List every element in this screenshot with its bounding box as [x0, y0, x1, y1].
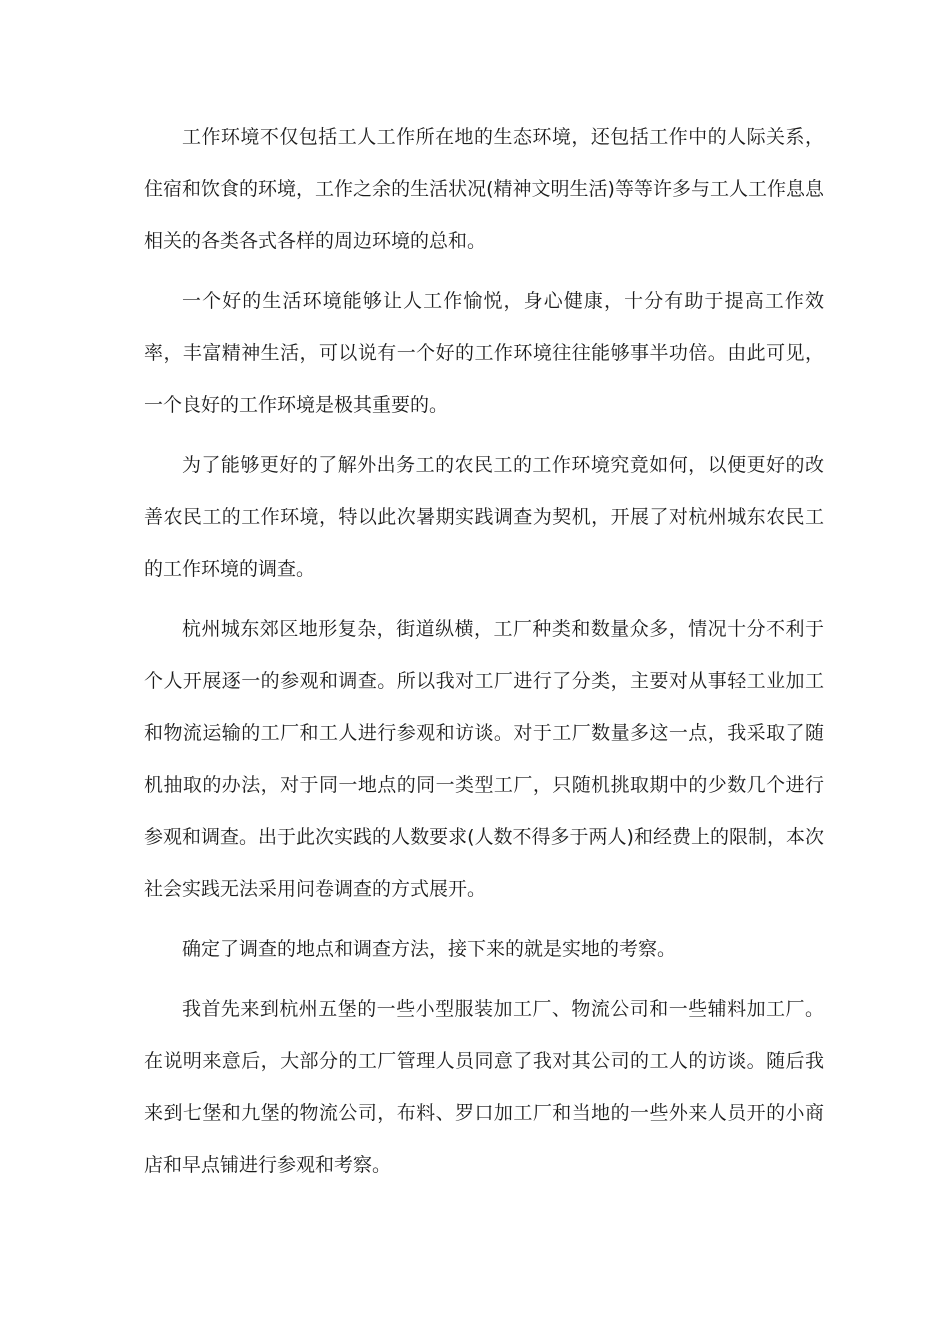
paragraph-4: 杭州城东郊区地形复杂，街道纵横，工厂种类和数量众多，情况十分不利于个人开展逐一的参观和调查。所以我对工厂进行了分类，主要对从事轻工业加工和物流运输的工厂和工人进行参观和访谈。对于工厂数量多这一点，我采取了随机抽取的办法，对于同一地点的同一类型工厂，只随机挑取期中的少数几个进行参观和调查。出于此次实践的人数要求(人数不得多于两人)和经费上的限制，本次社会实践无法采用问卷调查的方式展开。	[144, 618, 824, 900]
paragraph-3: 为了能够更好的了解外出务工的农民工的工作环境究竟如何，以便更好的改善农民工的工作环境，特以此次暑期实践调查为契机，开展了对杭州城东农民工的工作环境的调查。	[144, 454, 824, 580]
paragraph-6: 我首先来到杭州五堡的一些小型服装加工厂、物流公司和一些辅料加工厂。在说明来意后，大部分的工厂管理人员同意了我对其公司的工人的访谈。随后我来到七堡和九堡的物流公司，布料、罗口加工厂和当地的一些外来人员开的小商店和早点铺进行参观和考察。	[144, 998, 824, 1176]
paragraph-2: 一个好的生活环境能够让人工作愉悦，身心健康，十分有助于提高工作效率，丰富精神生活，可以说有一个好的工作环境往往能够事半功倍。由此可见，一个良好的工作环境是极其重要的。	[144, 290, 824, 416]
document-body	[144, 111, 824, 1199]
paragraph-5: 确定了调查的地点和调查方法，接下来的就是实地的考察。	[182, 938, 677, 960]
paragraph-1: 工作环境不仅包括工人工作所在地的生态环境，还包括工作中的人际关系，住宿和饮食的环境，工作之余的生活状况(精神文明生活)等等许多与工人工作息息相关的各类各式各样的周边环境的总和。	[144, 126, 824, 252]
